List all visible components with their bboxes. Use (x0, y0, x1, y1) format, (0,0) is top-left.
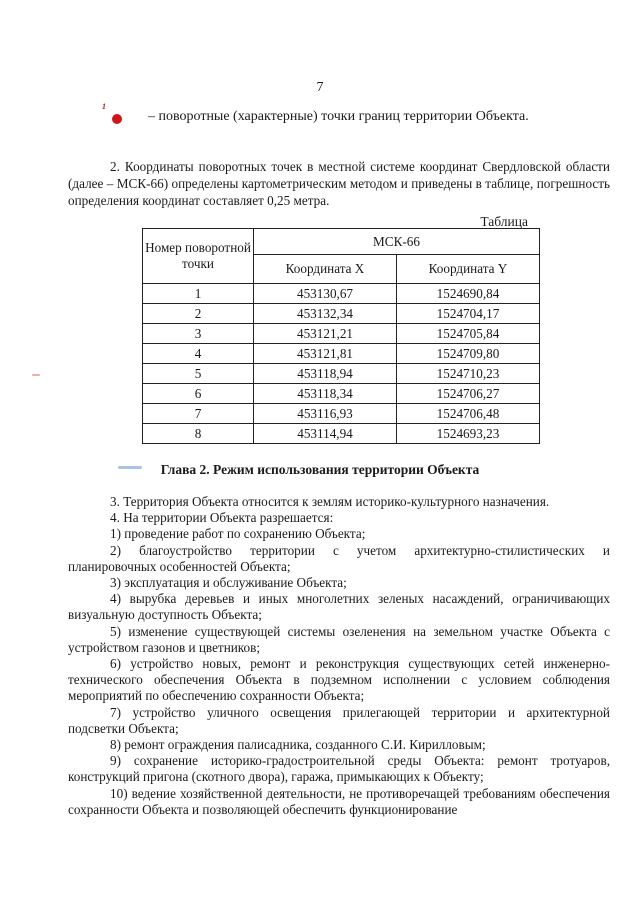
coordinate-y-cell: 1524706,48 (397, 404, 540, 424)
table-row (143, 304, 540, 324)
point-number-cell: 5 (143, 364, 254, 384)
list-item: 4) вырубка деревьев и иных многолетних зеленых насаждений, ограничивающих визуальную доступность Объекта; (68, 591, 610, 623)
table-row (143, 404, 540, 424)
coordinate-x-cell: 453114,94 (254, 424, 397, 444)
list-item: 4. На территории Объекта разрешается: (110, 510, 334, 526)
point-number-cell: 7 (143, 404, 254, 424)
list-item: 3. Территория Объекта относится к землям историко-культурного назначения. (110, 494, 550, 509)
coordinate-x-cell: 453132,34 (254, 304, 397, 324)
coordinate-x-cell: 453121,21 (254, 324, 397, 344)
coordinate-y-cell: 1524706,27 (397, 384, 540, 404)
coordinate-x-cell: 453118,34 (254, 384, 397, 404)
table-caption: Таблица (480, 214, 528, 229)
coordinate-y-cell: 1524704,17 (397, 304, 540, 324)
coordinate-x-cell: 453130,67 (254, 284, 397, 304)
coordinate-x-cell: 453116,93 (254, 404, 397, 424)
list-item: 3) эксплуатация и обслуживание Объекта; (110, 575, 347, 591)
coordinate-y-cell: 1524709,80 (397, 344, 540, 364)
usage-provisions-list (68, 494, 610, 818)
point-number-cell: 2 (143, 304, 254, 324)
table-row (143, 384, 540, 404)
header-coordinate-y: Координата Y (397, 255, 540, 284)
legend-row (100, 102, 600, 130)
list-item: 10) ведение хозяйственной деятельности, не противоречащей требованиям обеспечения сохранности Объекта и позволяющей обеспечить функционирование (68, 785, 610, 817)
list-item: 2) благоустройство территории с учетом архитектурно-стилистических и планировочных особенностей Объекта; (68, 542, 610, 574)
coordinates-table (142, 228, 540, 444)
coordinate-y-cell: 1524710,23 (397, 364, 540, 384)
table-row (143, 284, 540, 304)
table-row (143, 324, 540, 344)
header-point-number: Номер поворотной точки (143, 229, 254, 284)
coordinate-y-cell: 1524693,23 (397, 424, 540, 444)
point-number-cell: 8 (143, 424, 254, 444)
scan-smudge-mark (32, 374, 40, 376)
header-coordinate-system: МСК-66 (254, 229, 540, 255)
list-item: 6) устройство новых, ремонт и реконструкция существующих сетей инженерно-технического обеспечения Объекта в подземном исполнении с условием соблюдения мероприятий по обеспечению сохранности Объекта; (68, 656, 610, 704)
list-item: 7) устройство уличного освещения прилегающей территории и архитектурной подсветки Объекта; (68, 704, 610, 736)
point-number-cell: 1 (143, 284, 254, 304)
intro-paragraph: 2. Координаты поворотных точек в местной системе координат Свердловской области (далее – МСК-66) определены картометрическим методом и приведены в таблице, погрешность определения координат составляет 0,25 метра. (68, 159, 610, 209)
point-number-cell: 4 (143, 344, 254, 364)
legend-text: – поворотные (характерные) точки границ территории Объекта. (148, 109, 529, 124)
header-coordinate-x: Координата X (254, 255, 397, 284)
table-row (143, 424, 540, 444)
legend-marker-label: 1 (102, 102, 106, 111)
page-number: 7 (316, 80, 324, 95)
point-number-cell: 3 (143, 324, 254, 344)
chapter-title: Глава 2. Режим использования территории Объекта (160, 462, 480, 477)
coordinate-x-cell: 453118,94 (254, 364, 397, 384)
coordinate-y-cell: 1524705,84 (397, 324, 540, 344)
table-row (143, 364, 540, 384)
list-item: 8) ремонт ограждения палисадника, созданного С.И. Кирилловым; (110, 737, 486, 753)
coordinate-x-cell: 453121,81 (254, 344, 397, 364)
list-item: 1) проведение работ по сохранению Объекта; (110, 526, 366, 542)
red-dot-icon (112, 114, 122, 124)
list-item: 5) изменение существующей системы озеленения на земельном участке Объекта с устройством газонов и цветников; (68, 623, 610, 655)
point-number-cell: 6 (143, 384, 254, 404)
table-row (143, 344, 540, 364)
list-item: 9) сохранение историко-градостроительной среды Объекта: ремонт тротуаров, конструкций пригона (скотного двора), гаража, примыкающих к Объекту; (68, 753, 610, 785)
coordinate-y-cell: 1524690,84 (397, 284, 540, 304)
